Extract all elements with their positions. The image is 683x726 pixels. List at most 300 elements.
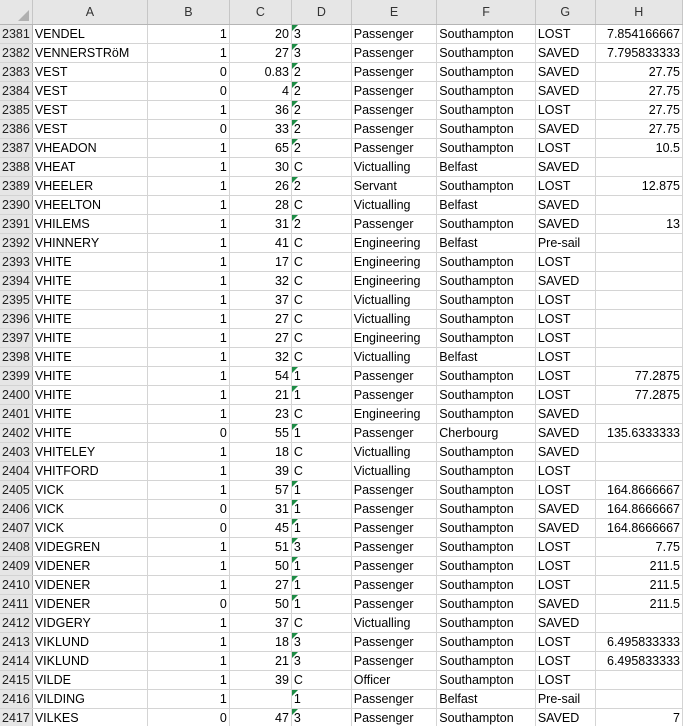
cell-b[interactable]: 1 xyxy=(148,367,230,386)
cell-g[interactable]: SAVED xyxy=(535,443,595,462)
cell-d[interactable]: 3 xyxy=(291,538,351,557)
cell-c[interactable]: 0.83 xyxy=(229,63,291,82)
cell-c[interactable]: 32 xyxy=(229,272,291,291)
cell-e[interactable]: Passenger xyxy=(351,500,437,519)
cell-h[interactable] xyxy=(595,253,682,272)
cell-g[interactable]: LOST xyxy=(535,25,595,44)
cell-b[interactable]: 1 xyxy=(148,44,230,63)
cell-h[interactable] xyxy=(595,462,682,481)
cell-c[interactable]: 65 xyxy=(229,139,291,158)
cell-d[interactable]: 1 xyxy=(291,576,351,595)
cell-d[interactable]: C xyxy=(291,253,351,272)
cell-name[interactable]: VILDING xyxy=(32,690,147,709)
cell-g[interactable]: LOST xyxy=(535,576,595,595)
cell-f[interactable]: Southampton xyxy=(437,25,536,44)
cell-b[interactable]: 1 xyxy=(148,101,230,120)
cell-e[interactable]: Victualling xyxy=(351,614,437,633)
cell-h[interactable] xyxy=(595,310,682,329)
cell-h[interactable]: 211.5 xyxy=(595,576,682,595)
cell-h[interactable]: 7 xyxy=(595,709,682,726)
cell-d[interactable]: 1 xyxy=(291,519,351,538)
cell-name[interactable]: VEST xyxy=(32,120,147,139)
cell-c[interactable]: 27 xyxy=(229,44,291,63)
cell-f[interactable]: Southampton xyxy=(437,519,536,538)
cell-c[interactable]: 21 xyxy=(229,386,291,405)
row-header[interactable]: 2382 xyxy=(0,44,32,63)
row-header[interactable]: 2400 xyxy=(0,386,32,405)
cell-h[interactable] xyxy=(595,405,682,424)
cell-e[interactable]: Victualling xyxy=(351,310,437,329)
cell-e[interactable]: Passenger xyxy=(351,538,437,557)
cell-f[interactable]: Southampton xyxy=(437,44,536,63)
cell-h[interactable]: 211.5 xyxy=(595,595,682,614)
cell-e[interactable]: Passenger xyxy=(351,557,437,576)
cell-g[interactable]: LOST xyxy=(535,633,595,652)
cell-c[interactable]: 20 xyxy=(229,25,291,44)
cell-g[interactable]: LOST xyxy=(535,557,595,576)
cell-b[interactable]: 1 xyxy=(148,348,230,367)
cell-f[interactable]: Southampton xyxy=(437,291,536,310)
cell-e[interactable]: Servant xyxy=(351,177,437,196)
cell-f[interactable]: Southampton xyxy=(437,633,536,652)
cell-b[interactable]: 1 xyxy=(148,25,230,44)
cell-b[interactable]: 1 xyxy=(148,234,230,253)
cell-f[interactable]: Southampton xyxy=(437,215,536,234)
cell-d[interactable]: 1 xyxy=(291,481,351,500)
cell-e[interactable]: Victualling xyxy=(351,291,437,310)
row-header[interactable]: 2404 xyxy=(0,462,32,481)
cell-e[interactable]: Passenger xyxy=(351,120,437,139)
cell-e[interactable]: Passenger xyxy=(351,519,437,538)
row-header[interactable]: 2399 xyxy=(0,367,32,386)
cell-f[interactable]: Belfast xyxy=(437,158,536,177)
select-all-corner[interactable] xyxy=(0,0,32,25)
cell-c[interactable]: 31 xyxy=(229,215,291,234)
cell-b[interactable]: 1 xyxy=(148,614,230,633)
cell-name[interactable]: VHITE xyxy=(32,348,147,367)
cell-g[interactable]: LOST xyxy=(535,386,595,405)
cell-name[interactable]: VIKLUND xyxy=(32,652,147,671)
cell-b[interactable]: 1 xyxy=(148,215,230,234)
cell-g[interactable]: SAVED xyxy=(535,158,595,177)
cell-d[interactable]: 1 xyxy=(291,386,351,405)
cell-d[interactable]: 1 xyxy=(291,367,351,386)
cell-d[interactable]: C xyxy=(291,614,351,633)
cell-name[interactable]: VHITFORD xyxy=(32,462,147,481)
cell-h[interactable]: 77.2875 xyxy=(595,367,682,386)
cell-e[interactable]: Passenger xyxy=(351,25,437,44)
cell-name[interactable]: VHEAT xyxy=(32,158,147,177)
cell-c[interactable]: 28 xyxy=(229,196,291,215)
cell-c[interactable]: 18 xyxy=(229,633,291,652)
cell-e[interactable]: Officer xyxy=(351,671,437,690)
cell-b[interactable]: 1 xyxy=(148,557,230,576)
cell-b[interactable]: 1 xyxy=(148,177,230,196)
cell-c[interactable]: 41 xyxy=(229,234,291,253)
column-header-g[interactable]: G xyxy=(535,0,595,25)
cell-f[interactable]: Southampton xyxy=(437,481,536,500)
cell-f[interactable]: Southampton xyxy=(437,538,536,557)
column-header-f[interactable]: F xyxy=(437,0,536,25)
cell-d[interactable]: 1 xyxy=(291,500,351,519)
cell-c[interactable]: 31 xyxy=(229,500,291,519)
cell-b[interactable]: 1 xyxy=(148,443,230,462)
cell-h[interactable]: 164.8666667 xyxy=(595,500,682,519)
cell-name[interactable]: VIDENER xyxy=(32,595,147,614)
cell-h[interactable] xyxy=(595,234,682,253)
cell-b[interactable]: 1 xyxy=(148,196,230,215)
cell-f[interactable]: Southampton xyxy=(437,709,536,726)
row-header[interactable]: 2405 xyxy=(0,481,32,500)
cell-b[interactable]: 0 xyxy=(148,500,230,519)
row-header[interactable]: 2398 xyxy=(0,348,32,367)
cell-g[interactable]: LOST xyxy=(535,177,595,196)
row-header[interactable]: 2407 xyxy=(0,519,32,538)
cell-g[interactable]: Pre-sail xyxy=(535,690,595,709)
cell-f[interactable]: Southampton xyxy=(437,367,536,386)
cell-c[interactable]: 30 xyxy=(229,158,291,177)
cell-d[interactable]: C xyxy=(291,671,351,690)
cell-h[interactable]: 77.2875 xyxy=(595,386,682,405)
cell-d[interactable]: 3 xyxy=(291,44,351,63)
cell-f[interactable]: Belfast xyxy=(437,196,536,215)
cell-c[interactable]: 27 xyxy=(229,310,291,329)
cell-d[interactable]: 3 xyxy=(291,652,351,671)
cell-f[interactable]: Southampton xyxy=(437,63,536,82)
cell-c[interactable]: 54 xyxy=(229,367,291,386)
cell-name[interactable]: VHITE xyxy=(32,253,147,272)
cell-h[interactable]: 27.75 xyxy=(595,120,682,139)
cell-f[interactable]: Southampton xyxy=(437,405,536,424)
cell-name[interactable]: VHITE xyxy=(32,367,147,386)
cell-name[interactable]: VIDENER xyxy=(32,576,147,595)
cell-e[interactable]: Passenger xyxy=(351,633,437,652)
cell-name[interactable]: VEST xyxy=(32,82,147,101)
cell-f[interactable]: Southampton xyxy=(437,139,536,158)
cell-h[interactable]: 27.75 xyxy=(595,101,682,120)
cell-name[interactable]: VHITE xyxy=(32,386,147,405)
cell-b[interactable]: 0 xyxy=(148,63,230,82)
cell-d[interactable]: 2 xyxy=(291,177,351,196)
cell-d[interactable]: C xyxy=(291,158,351,177)
cell-h[interactable] xyxy=(595,348,682,367)
cell-d[interactable]: C xyxy=(291,291,351,310)
cell-c[interactable]: 50 xyxy=(229,595,291,614)
cell-c[interactable]: 47 xyxy=(229,709,291,726)
column-header-h[interactable]: H xyxy=(595,0,682,25)
cell-c[interactable]: 33 xyxy=(229,120,291,139)
cell-e[interactable]: Victualling xyxy=(351,443,437,462)
cell-name[interactable]: VHEELER xyxy=(32,177,147,196)
cell-e[interactable]: Passenger xyxy=(351,652,437,671)
cell-b[interactable]: 1 xyxy=(148,158,230,177)
cell-d[interactable]: 1 xyxy=(291,557,351,576)
cell-f[interactable]: Southampton xyxy=(437,443,536,462)
cell-d[interactable]: 1 xyxy=(291,690,351,709)
cell-b[interactable]: 0 xyxy=(148,519,230,538)
row-header[interactable]: 2385 xyxy=(0,101,32,120)
cell-b[interactable]: 1 xyxy=(148,329,230,348)
cell-name[interactable]: VHITELEY xyxy=(32,443,147,462)
cell-e[interactable]: Engineering xyxy=(351,272,437,291)
cell-name[interactable]: VIDENER xyxy=(32,557,147,576)
cell-g[interactable]: SAVED xyxy=(535,44,595,63)
cell-h[interactable]: 27.75 xyxy=(595,82,682,101)
row-header[interactable]: 2416 xyxy=(0,690,32,709)
cell-g[interactable]: LOST xyxy=(535,329,595,348)
row-header[interactable]: 2388 xyxy=(0,158,32,177)
cell-f[interactable]: Southampton xyxy=(437,576,536,595)
cell-h[interactable]: 7.795833333 xyxy=(595,44,682,63)
cell-d[interactable]: 2 xyxy=(291,63,351,82)
cell-g[interactable]: SAVED xyxy=(535,424,595,443)
cell-h[interactable] xyxy=(595,272,682,291)
cell-c[interactable]: 51 xyxy=(229,538,291,557)
cell-c[interactable]: 27 xyxy=(229,329,291,348)
row-header[interactable]: 2409 xyxy=(0,557,32,576)
cell-h[interactable] xyxy=(595,614,682,633)
cell-g[interactable]: LOST xyxy=(535,139,595,158)
cell-e[interactable]: Passenger xyxy=(351,63,437,82)
cell-h[interactable] xyxy=(595,443,682,462)
cell-name[interactable]: VHITE xyxy=(32,291,147,310)
row-header[interactable]: 2410 xyxy=(0,576,32,595)
cell-name[interactable]: VIKLUND xyxy=(32,633,147,652)
cell-h[interactable]: 164.8666667 xyxy=(595,481,682,500)
cell-d[interactable]: C xyxy=(291,443,351,462)
cell-h[interactable]: 6.495833333 xyxy=(595,652,682,671)
cell-d[interactable]: C xyxy=(291,462,351,481)
cell-c[interactable] xyxy=(229,690,291,709)
cell-f[interactable]: Belfast xyxy=(437,348,536,367)
column-header-e[interactable]: E xyxy=(351,0,437,25)
cell-h[interactable] xyxy=(595,671,682,690)
cell-b[interactable]: 1 xyxy=(148,462,230,481)
cell-b[interactable]: 0 xyxy=(148,709,230,726)
cell-f[interactable]: Southampton xyxy=(437,462,536,481)
cell-e[interactable]: Passenger xyxy=(351,709,437,726)
cell-d[interactable]: C xyxy=(291,329,351,348)
cell-c[interactable]: 39 xyxy=(229,462,291,481)
column-header-b[interactable]: B xyxy=(148,0,230,25)
cell-h[interactable]: 13 xyxy=(595,215,682,234)
cell-e[interactable]: Passenger xyxy=(351,44,437,63)
cell-d[interactable]: 2 xyxy=(291,120,351,139)
cell-h[interactable] xyxy=(595,329,682,348)
row-header[interactable]: 2396 xyxy=(0,310,32,329)
row-header[interactable]: 2389 xyxy=(0,177,32,196)
cell-name[interactable]: VHITE xyxy=(32,329,147,348)
cell-name[interactable]: VENDEL xyxy=(32,25,147,44)
cell-f[interactable]: Southampton xyxy=(437,595,536,614)
cell-name[interactable]: VIDGERY xyxy=(32,614,147,633)
column-header-c[interactable]: C xyxy=(229,0,291,25)
cell-f[interactable]: Southampton xyxy=(437,253,536,272)
cell-g[interactable]: SAVED xyxy=(535,63,595,82)
row-header[interactable]: 2408 xyxy=(0,538,32,557)
row-header[interactable]: 2383 xyxy=(0,63,32,82)
row-header[interactable]: 2395 xyxy=(0,291,32,310)
row-header[interactable]: 2387 xyxy=(0,139,32,158)
cell-d[interactable]: C xyxy=(291,272,351,291)
cell-d[interactable]: C xyxy=(291,348,351,367)
cell-name[interactable]: VHEADON xyxy=(32,139,147,158)
cell-f[interactable]: Southampton xyxy=(437,310,536,329)
cell-h[interactable]: 10.5 xyxy=(595,139,682,158)
cell-h[interactable] xyxy=(595,158,682,177)
cell-e[interactable]: Passenger xyxy=(351,139,437,158)
cell-name[interactable]: VHILEMS xyxy=(32,215,147,234)
row-header[interactable]: 2402 xyxy=(0,424,32,443)
row-header[interactable]: 2401 xyxy=(0,405,32,424)
cell-e[interactable]: Victualling xyxy=(351,348,437,367)
cell-b[interactable]: 1 xyxy=(148,633,230,652)
cell-f[interactable]: Southampton xyxy=(437,671,536,690)
cell-h[interactable]: 211.5 xyxy=(595,557,682,576)
cell-e[interactable]: Engineering xyxy=(351,405,437,424)
cell-f[interactable]: Southampton xyxy=(437,652,536,671)
cell-h[interactable]: 164.8666667 xyxy=(595,519,682,538)
cell-name[interactable]: VENNERSTRöM xyxy=(32,44,147,63)
cell-g[interactable]: SAVED xyxy=(535,120,595,139)
cell-e[interactable]: Passenger xyxy=(351,576,437,595)
cell-c[interactable]: 23 xyxy=(229,405,291,424)
cell-b[interactable]: 1 xyxy=(148,310,230,329)
cell-name[interactable]: VICK xyxy=(32,481,147,500)
cell-d[interactable]: C xyxy=(291,196,351,215)
cell-name[interactable]: VILKES xyxy=(32,709,147,726)
cell-g[interactable]: SAVED xyxy=(535,614,595,633)
row-header[interactable]: 2415 xyxy=(0,671,32,690)
cell-d[interactable]: 2 xyxy=(291,139,351,158)
cell-g[interactable]: SAVED xyxy=(535,405,595,424)
cell-b[interactable]: 1 xyxy=(148,386,230,405)
row-header[interactable]: 2394 xyxy=(0,272,32,291)
cell-e[interactable]: Passenger xyxy=(351,101,437,120)
cell-c[interactable]: 21 xyxy=(229,652,291,671)
cell-c[interactable]: 32 xyxy=(229,348,291,367)
cell-f[interactable]: Belfast xyxy=(437,690,536,709)
cell-c[interactable]: 37 xyxy=(229,614,291,633)
cell-name[interactable]: VEST xyxy=(32,63,147,82)
cell-c[interactable]: 57 xyxy=(229,481,291,500)
column-header-a[interactable]: A xyxy=(32,0,147,25)
cell-e[interactable]: Victualling xyxy=(351,196,437,215)
cell-g[interactable]: LOST xyxy=(535,253,595,272)
cell-b[interactable]: 0 xyxy=(148,82,230,101)
cell-b[interactable]: 0 xyxy=(148,595,230,614)
cell-g[interactable]: SAVED xyxy=(535,272,595,291)
cell-d[interactable]: 3 xyxy=(291,25,351,44)
cell-g[interactable]: LOST xyxy=(535,652,595,671)
cell-name[interactable]: VEST xyxy=(32,101,147,120)
cell-h[interactable]: 7.854166667 xyxy=(595,25,682,44)
cell-e[interactable]: Passenger xyxy=(351,82,437,101)
cell-e[interactable]: Engineering xyxy=(351,234,437,253)
cell-h[interactable] xyxy=(595,690,682,709)
cell-b[interactable]: 1 xyxy=(148,272,230,291)
cell-g[interactable]: LOST xyxy=(535,367,595,386)
row-header[interactable]: 2391 xyxy=(0,215,32,234)
cell-g[interactable]: SAVED xyxy=(535,595,595,614)
cell-g[interactable]: LOST xyxy=(535,310,595,329)
cell-name[interactable]: VHITE xyxy=(32,405,147,424)
cell-c[interactable]: 27 xyxy=(229,576,291,595)
cell-name[interactable]: VICK xyxy=(32,519,147,538)
cell-c[interactable]: 55 xyxy=(229,424,291,443)
cell-h[interactable]: 7.75 xyxy=(595,538,682,557)
cell-f[interactable]: Southampton xyxy=(437,500,536,519)
cell-b[interactable]: 0 xyxy=(148,120,230,139)
cell-g[interactable]: SAVED xyxy=(535,500,595,519)
cell-c[interactable]: 37 xyxy=(229,291,291,310)
cell-f[interactable]: Southampton xyxy=(437,386,536,405)
cell-e[interactable]: Victualling xyxy=(351,158,437,177)
row-header[interactable]: 2381 xyxy=(0,25,32,44)
cell-e[interactable]: Passenger xyxy=(351,424,437,443)
cell-e[interactable]: Victualling xyxy=(351,462,437,481)
cell-e[interactable]: Engineering xyxy=(351,253,437,272)
column-header-d[interactable]: D xyxy=(291,0,351,25)
cell-f[interactable]: Southampton xyxy=(437,120,536,139)
cell-c[interactable]: 50 xyxy=(229,557,291,576)
cell-name[interactable]: VHITE xyxy=(32,424,147,443)
cell-g[interactable]: LOST xyxy=(535,101,595,120)
cell-d[interactable]: 1 xyxy=(291,424,351,443)
cell-g[interactable]: LOST xyxy=(535,348,595,367)
cell-g[interactable]: SAVED xyxy=(535,215,595,234)
cell-b[interactable]: 1 xyxy=(148,671,230,690)
cell-h[interactable] xyxy=(595,291,682,310)
cell-e[interactable]: Passenger xyxy=(351,690,437,709)
row-header[interactable]: 2412 xyxy=(0,614,32,633)
cell-c[interactable]: 18 xyxy=(229,443,291,462)
cell-d[interactable]: C xyxy=(291,405,351,424)
cell-e[interactable]: Passenger xyxy=(351,215,437,234)
row-header[interactable]: 2413 xyxy=(0,633,32,652)
cell-f[interactable]: Southampton xyxy=(437,82,536,101)
cell-g[interactable]: LOST xyxy=(535,671,595,690)
cell-b[interactable]: 1 xyxy=(148,481,230,500)
row-header[interactable]: 2411 xyxy=(0,595,32,614)
cell-g[interactable]: SAVED xyxy=(535,519,595,538)
cell-c[interactable]: 45 xyxy=(229,519,291,538)
cell-name[interactable]: VIDEGREN xyxy=(32,538,147,557)
cell-f[interactable]: Southampton xyxy=(437,101,536,120)
cell-h[interactable] xyxy=(595,196,682,215)
row-header[interactable]: 2384 xyxy=(0,82,32,101)
cell-g[interactable]: LOST xyxy=(535,481,595,500)
cell-c[interactable]: 39 xyxy=(229,671,291,690)
cell-b[interactable]: 0 xyxy=(148,424,230,443)
cell-d[interactable]: C xyxy=(291,234,351,253)
cell-g[interactable]: SAVED xyxy=(535,82,595,101)
row-header[interactable]: 2403 xyxy=(0,443,32,462)
cell-d[interactable]: 1 xyxy=(291,595,351,614)
cell-h[interactable]: 12.875 xyxy=(595,177,682,196)
cell-h[interactable]: 6.495833333 xyxy=(595,633,682,652)
cell-g[interactable]: LOST xyxy=(535,291,595,310)
row-header[interactable]: 2414 xyxy=(0,652,32,671)
cell-c[interactable]: 26 xyxy=(229,177,291,196)
cell-c[interactable]: 17 xyxy=(229,253,291,272)
cell-e[interactable]: Passenger xyxy=(351,595,437,614)
cell-c[interactable]: 36 xyxy=(229,101,291,120)
cell-f[interactable]: Southampton xyxy=(437,177,536,196)
cell-e[interactable]: Passenger xyxy=(351,386,437,405)
cell-g[interactable]: LOST xyxy=(535,462,595,481)
cell-b[interactable]: 1 xyxy=(148,538,230,557)
